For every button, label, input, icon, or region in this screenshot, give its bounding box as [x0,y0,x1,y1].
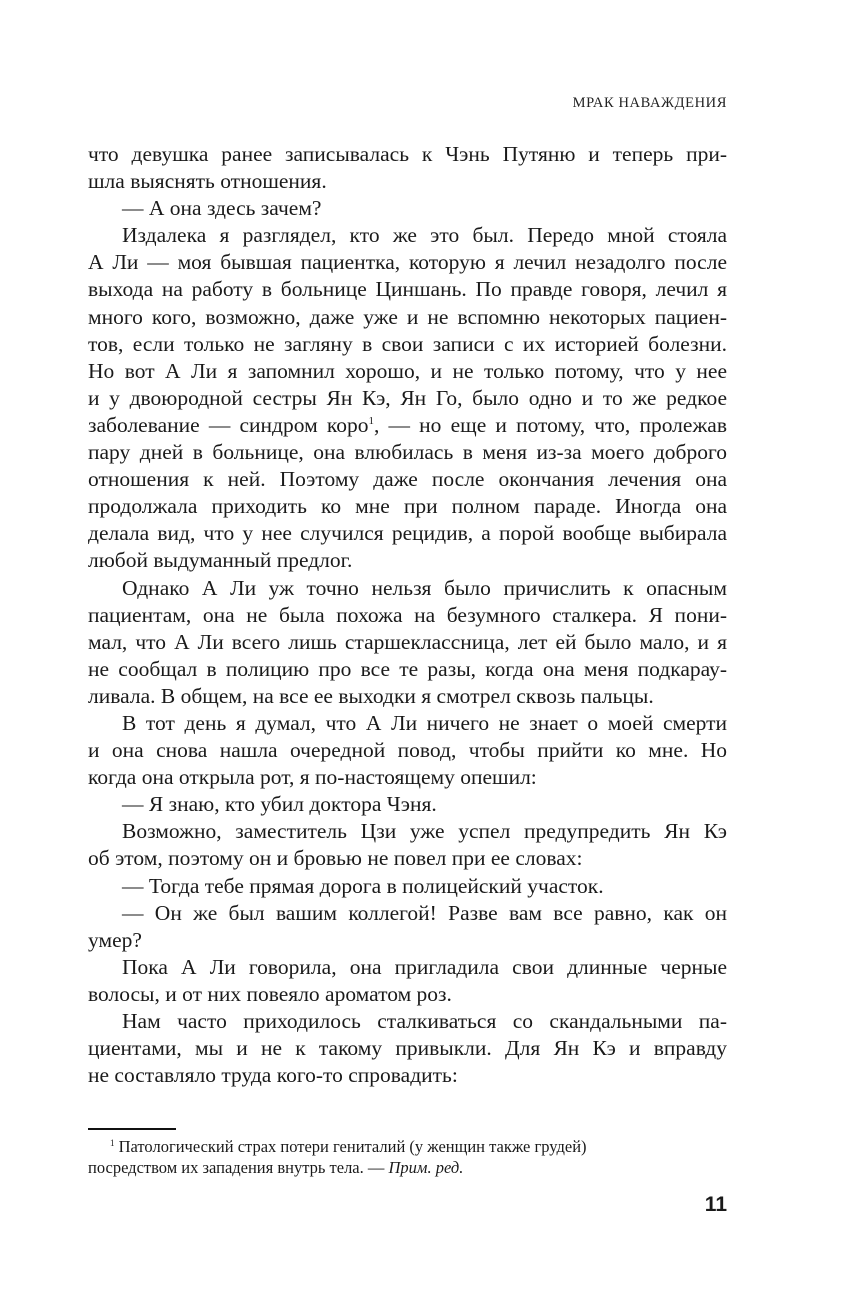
line-content [122,222,727,249]
text-line [88,900,727,927]
text-line [88,602,727,629]
line-text: тов, если только не загляну в свои записи с их историей болезни. [88,331,727,356]
text-line [88,764,727,791]
text-line [88,791,727,818]
line-content [122,818,727,845]
line-content [88,845,582,872]
line-text: Издалека я разглядел, кто же это был. Передо мной стояла [122,223,727,248]
line-text: заболевание — синдром коро [88,412,369,437]
text-line [88,412,727,439]
line-content [88,1062,458,1089]
line-content [88,520,727,547]
page-number: 11 [704,1193,727,1216]
line-content [88,385,727,412]
line-content [88,249,727,276]
text-line [88,520,727,547]
text-line [88,168,727,195]
line-text: , — но еще и потому, что, пролежав [373,412,727,437]
text-line [88,547,727,574]
text-line [88,358,727,385]
line-content [88,168,327,195]
line-content [88,927,142,954]
line-text: и у двоюродной сестры Ян Кэ, Ян Го, было одно и то же редкое [88,385,727,410]
line-text: выхода на работу в больнице Циншань. По правде говоря, лечил я [88,277,727,302]
line-content [88,276,727,303]
text-line [88,1062,727,1089]
line-content [88,141,727,168]
line-content [122,1008,727,1035]
running-head: МРАК НАВАЖДЕНИЯ [572,95,727,111]
text-line [88,737,727,764]
line-text: — А она здесь зачем? [122,196,322,221]
body-text [88,141,727,1089]
text-line [88,385,727,412]
line-text: пару дней в больнице, она влюбилась в меня из-за моего доброго [88,440,727,465]
text-line [88,954,727,981]
text-line [88,818,727,845]
text-line [88,222,727,249]
line-content [88,358,727,385]
editor-note: Прим. ред. [388,1158,464,1177]
line-content [122,954,727,981]
line-content [88,602,727,629]
line-text: делала вид, что у нее случился рецидив, а порой вообще выбирала [88,521,727,546]
line-content [88,331,727,358]
line-content [88,466,727,493]
footnote-marker: 1 [110,1138,115,1148]
footnote-text: посредством их западения внутрь тела. — [88,1158,389,1177]
footnote-reference[interactable]: 1 [368,414,374,427]
text-line [88,304,727,331]
line-content [88,629,727,656]
line-content [88,439,727,466]
text-line [88,927,727,954]
line-content [122,900,727,927]
text-line [88,1035,727,1062]
line-text: А Ли — моя бывшая пациентка, которую я лечил незадолго после [88,250,727,275]
line-text: шла выяснять отношения. [88,169,327,194]
text-line [88,493,727,520]
line-text: любой выдуманный предлог. [88,548,353,573]
text-line [88,629,727,656]
text-line [88,249,727,276]
line-content [88,764,537,791]
line-text: отношения к ней. Поэтому даже после окончания лечения она [88,467,727,492]
text-line [88,439,727,466]
line-text: не составляло труда кого-то спровадить: [88,1063,458,1088]
line-text: ливала. В общем, на все ее выходки я смотрел сквозь пальцы. [88,683,654,708]
footnote-line [88,1157,727,1178]
line-text: Возможно, заместитель Цзи уже успел предупредить Ян Кэ [122,819,727,844]
line-text: мал, что А Ли всего лишь старшеклассница, лет ей было мало, и я [88,629,727,654]
line-content [88,547,352,574]
text-line [88,331,727,358]
text-line [88,683,727,710]
line-text: — Тогда тебе прямая дорога в полицейский участок. [122,873,604,898]
line-content [122,710,727,737]
text-line [88,656,727,683]
footnote [88,1136,727,1178]
line-content [88,1035,727,1062]
line-text: об этом, поэтому он и бровью не повел при ее словах: [88,846,583,871]
line-text: — Я знаю, кто убил доктора Чэня. [122,792,437,817]
line-text: не сообщал в полицию про все те разы, когда она меня подкарау- [88,656,727,681]
line-text: и она снова нашла очередной повод, чтобы прийти ко мне. Но [88,738,727,763]
line-content [122,575,727,602]
line-content [122,195,321,222]
text-line [88,1008,727,1035]
line-text: продолжала приходить ко мне при полном параде. Иногда она [88,494,727,519]
line-text: когда она открыла рот, я по-настоящему опешил: [88,765,537,790]
line-text: много кого, возможно, даже уже и не вспомню некоторых пациен- [88,304,727,329]
line-content [88,656,727,683]
line-content [88,683,654,710]
footnote-divider [88,1128,176,1130]
line-text: волосы, и от них повеяло ароматом роз. [88,981,452,1006]
line-text: Пока А Ли говорила, она пригладила свои длинные черные [122,954,727,979]
line-text: циентами, мы и не к такому привыкли. Для Ян Кэ и вправду [88,1036,727,1061]
line-text: умер? [88,927,142,952]
line-content [88,981,452,1008]
text-line [88,575,727,602]
line-text: Однако А Ли уж точно нельзя было причислить к опасным [122,575,727,600]
text-line [88,710,727,737]
text-line [88,873,727,900]
text-line [88,276,727,303]
line-content [122,873,604,900]
text-line [88,141,727,168]
footnote-text: Патологический страх потери гениталий (у женщин также грудей) [118,1137,587,1156]
line-content [88,304,727,331]
text-line [88,981,727,1008]
line-text: — Он же был вашим коллегой! Разве вам все равно, как он [122,900,727,925]
line-text: Но вот А Ли я запомнил хорошо, и не только потому, что у нее [88,358,727,383]
line-text: что девушка ранее записывалась к Чэнь Путяню и теперь при- [88,142,727,166]
text-line [88,195,727,222]
line-content [88,493,727,520]
footnote-line [88,1136,727,1157]
line-text: Нам часто приходилось сталкиваться со скандальными па- [122,1009,727,1033]
line-text: пациентам, она не была похожа на безумного сталкера. Я пони- [88,602,727,627]
text-line [88,466,727,493]
line-content [88,737,727,764]
line-content [122,791,437,818]
line-text: В тот день я думал, что А Ли ничего не знает о моей смерти [122,710,727,735]
text-line [88,845,727,872]
line-content [88,412,727,439]
